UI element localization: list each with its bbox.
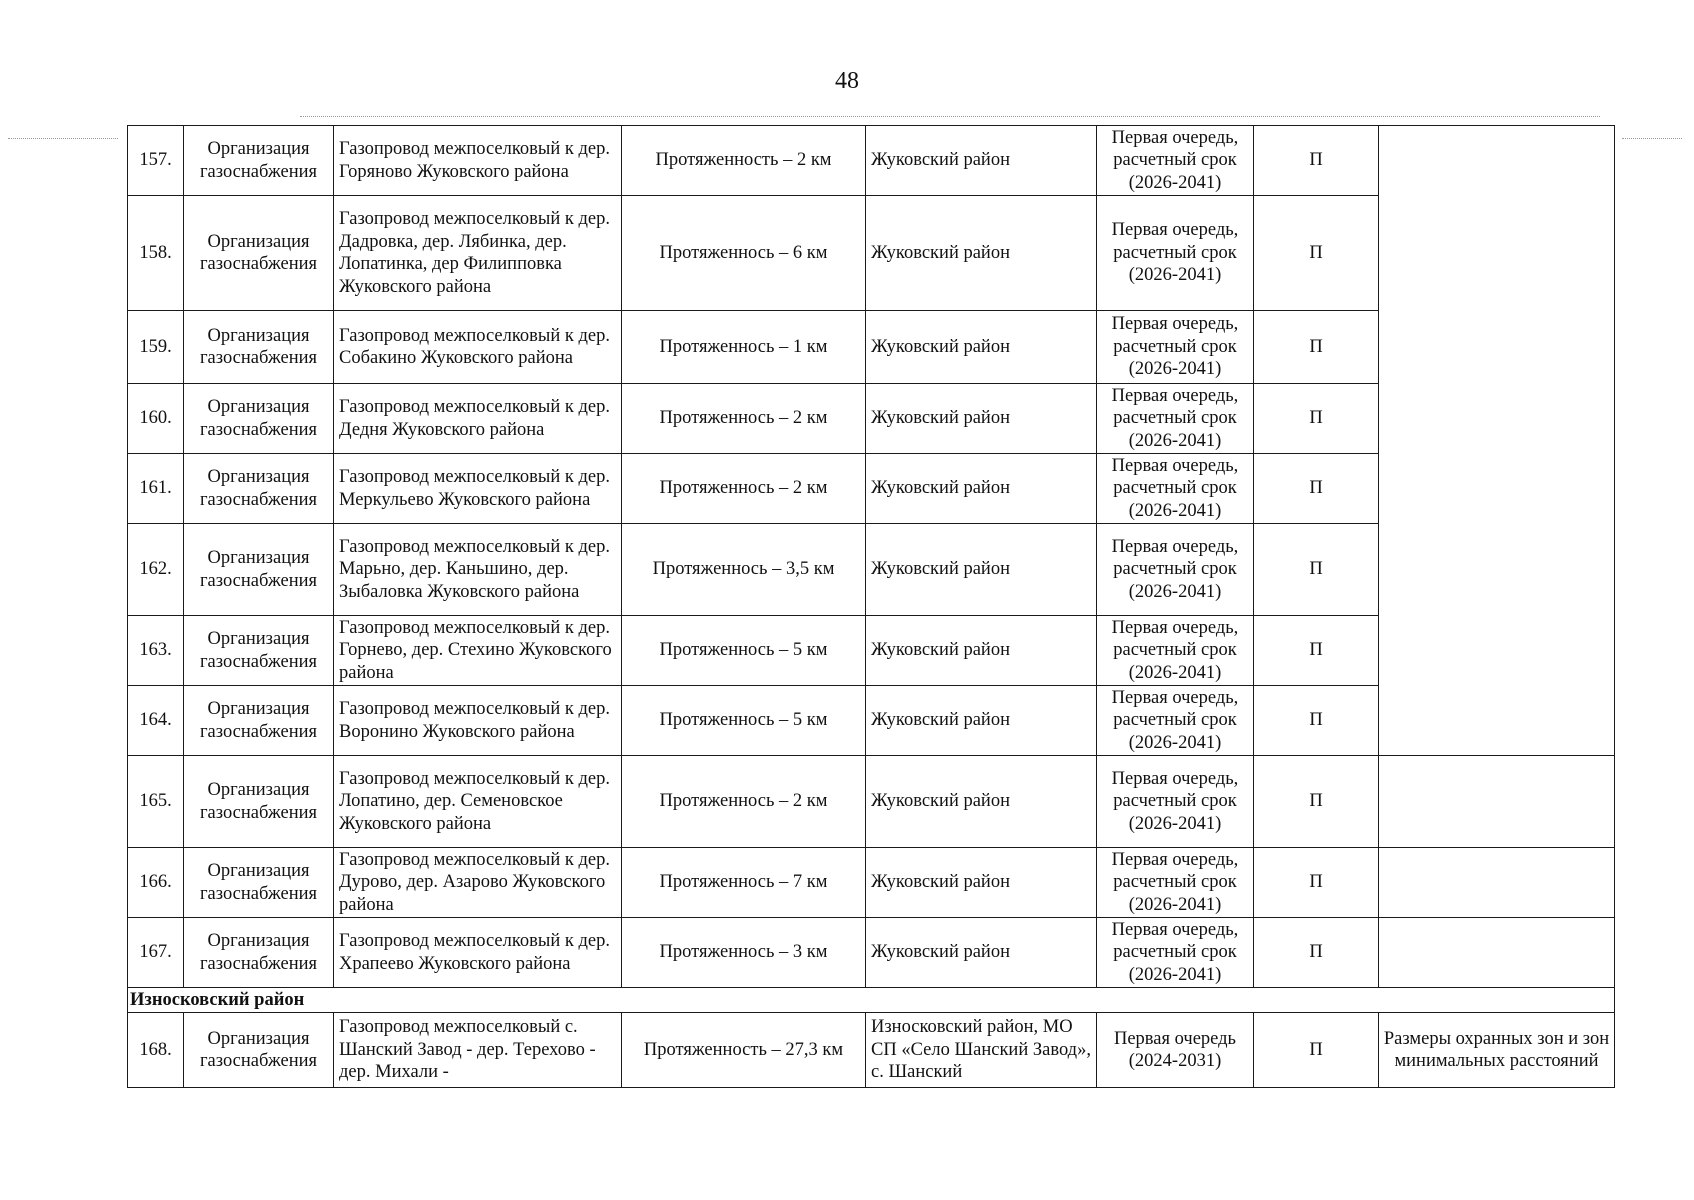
location: Жуковский район xyxy=(866,524,1097,616)
length: Протяженнось – 7 км xyxy=(622,848,866,918)
status-code: П xyxy=(1254,384,1379,454)
object-name: Газопровод межпоселковый к дер. Дедня Жуковского района xyxy=(334,384,622,454)
construction-term: Первая очередь, расчетный срок (2026-2041) xyxy=(1097,918,1254,988)
notes-cell xyxy=(1379,848,1614,918)
length: Протяженнось – 3 км xyxy=(622,918,866,988)
notes: Размеры охранных зон и зон минимальных расстояний xyxy=(1383,1028,1610,1071)
object-name: Газопровод межпоселковый к дер. Горнево, дер. Стехино Жуковского района xyxy=(334,616,622,686)
notes-cell xyxy=(1379,918,1614,988)
object-name: Газопровод межпоселковый к дер. Горяново Жуковского района xyxy=(334,126,622,196)
length: Протяженность – 2 км xyxy=(622,126,866,196)
location: Жуковский район xyxy=(866,686,1097,756)
row-number: 166. xyxy=(128,848,184,918)
construction-term: Первая очередь, расчетный срок (2026-2041) xyxy=(1097,616,1254,686)
location: Жуковский район xyxy=(866,311,1097,384)
organization: Организация газоснабжения xyxy=(184,384,334,454)
row-number: 165. xyxy=(128,756,184,848)
status-code: П xyxy=(1254,311,1379,384)
row-number: 157. xyxy=(128,126,184,196)
row-number: 164. xyxy=(128,686,184,756)
organization: Организация газоснабжения xyxy=(184,311,334,384)
location: Жуковский район xyxy=(866,196,1097,311)
length: Протяженнось – 2 км xyxy=(622,454,866,524)
status-code: П xyxy=(1254,756,1379,848)
notes-cell-merged xyxy=(1379,126,1614,756)
status-code: П xyxy=(1254,848,1379,918)
length: Протяженнось – 5 км xyxy=(622,686,866,756)
organization: Организация газоснабжения xyxy=(184,454,334,524)
status-code: П xyxy=(1254,126,1379,196)
status-code: П xyxy=(1254,1013,1379,1087)
row-number: 159. xyxy=(128,311,184,384)
status-code: П xyxy=(1254,918,1379,988)
construction-term: Первая очередь, расчетный срок (2026-2041) xyxy=(1097,454,1254,524)
row-number: 162. xyxy=(128,524,184,616)
construction-term: Первая очередь, расчетный срок (2026-2041) xyxy=(1097,311,1254,384)
length: Протяженнось – 2 км xyxy=(622,384,866,454)
organization: Организация газоснабжения xyxy=(184,126,334,196)
row-number: 163. xyxy=(128,616,184,686)
length: Протяженнось – 5 км xyxy=(622,616,866,686)
location: Жуковский район xyxy=(866,454,1097,524)
object-name: Газопровод межпоселковый к дер. Марьно, дер. Каньшино, дер. Зыбаловка Жуковского района xyxy=(334,524,622,616)
status-code: П xyxy=(1254,454,1379,524)
construction-term: Первая очередь, расчетный срок (2026-2041) xyxy=(1097,848,1254,918)
object-name: Газопровод межпоселковый с. Шанский Завод - дер. Терехово - дер. Михали - xyxy=(334,1013,622,1087)
location: Жуковский район xyxy=(866,756,1097,848)
scan-artifact-top xyxy=(300,116,1600,118)
object-name: Газопровод межпоселковый к дер. Собакино Жуковского района xyxy=(334,311,622,384)
row-number: 161. xyxy=(128,454,184,524)
organization: Организация газоснабжения xyxy=(184,1013,334,1087)
construction-term: Первая очередь, расчетный срок (2026-2041) xyxy=(1097,524,1254,616)
notes-cell xyxy=(1379,756,1614,848)
object-name: Газопровод межпоселковый к дер. Меркульево Жуковского района xyxy=(334,454,622,524)
organization: Организация газоснабжения xyxy=(184,848,334,918)
location: Жуковский район xyxy=(866,384,1097,454)
length: Протяженность – 27,3 км xyxy=(622,1013,866,1087)
construction-term: Первая очередь, расчетный срок (2026-2041) xyxy=(1097,384,1254,454)
district-section-title: Износковский район xyxy=(128,988,1614,1013)
location: Жуковский район xyxy=(866,616,1097,686)
object-name: Газопровод межпоселковый к дер. Дурово, дер. Азарово Жуковского района xyxy=(334,848,622,918)
status-code: П xyxy=(1254,524,1379,616)
organization: Организация газоснабжения xyxy=(184,918,334,988)
row-number: 167. xyxy=(128,918,184,988)
scan-artifact-left xyxy=(8,138,118,140)
row-number: 158. xyxy=(128,196,184,311)
organization: Организация газоснабжения xyxy=(184,616,334,686)
scan-artifact-right xyxy=(1622,138,1682,140)
row-number: 160. xyxy=(128,384,184,454)
construction-term: Первая очередь, расчетный срок (2026-2041) xyxy=(1097,196,1254,311)
location: Жуковский район xyxy=(866,126,1097,196)
page-number: 48 xyxy=(835,68,859,94)
gas-supply-table xyxy=(127,125,1615,1088)
row-number: 168. xyxy=(128,1013,184,1087)
organization: Организация газоснабжения xyxy=(184,196,334,311)
length: Протяженнось – 2 км xyxy=(622,756,866,848)
status-code: П xyxy=(1254,616,1379,686)
construction-term: Первая очередь, расчетный срок (2026-2041) xyxy=(1097,126,1254,196)
organization: Организация газоснабжения xyxy=(184,756,334,848)
object-name: Газопровод межпоселковый к дер. Лопатино, дер. Семеновское Жуковского района xyxy=(334,756,622,848)
length: Протяженнось – 1 км xyxy=(622,311,866,384)
object-name: Газопровод межпоселковый к дер. Воронино Жуковского района xyxy=(334,686,622,756)
length: Протяженнось – 6 км xyxy=(622,196,866,311)
organization: Организация газоснабжения xyxy=(184,524,334,616)
location: Износковский район, МО СП «Село Шанский Завод», с. Шанский xyxy=(866,1013,1097,1087)
location: Жуковский район xyxy=(866,918,1097,988)
object-name: Газопровод межпоселковый к дер. Дадровка, дер. Лябинка, дер. Лопатинка, дер Филипповка Жуковского района xyxy=(334,196,622,311)
object-name: Газопровод межпоселковый к дер. Храпеево Жуковского района xyxy=(334,918,622,988)
construction-term: Первая очередь, расчетный срок (2026-2041) xyxy=(1097,756,1254,848)
status-code: П xyxy=(1254,196,1379,311)
organization: Организация газоснабжения xyxy=(184,686,334,756)
construction-term: Первая очередь, расчетный срок (2026-2041) xyxy=(1097,686,1254,756)
construction-term: Первая очередь (2024-2031) xyxy=(1097,1013,1254,1087)
length: Протяженнось – 3,5 км xyxy=(622,524,866,616)
status-code: П xyxy=(1254,686,1379,756)
location: Жуковский район xyxy=(866,848,1097,918)
